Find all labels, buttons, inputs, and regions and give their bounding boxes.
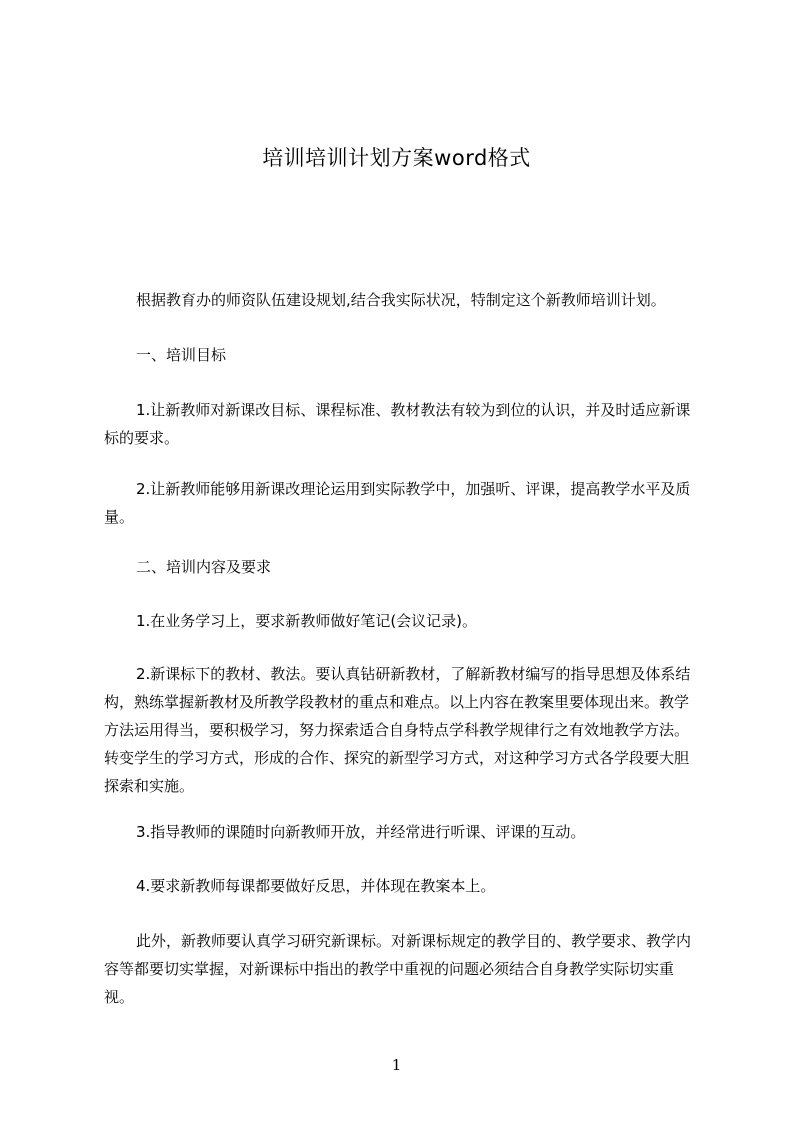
section-heading-training-goals: 一、培训目标 [136, 346, 227, 364]
goal-item-1: 1.让新教师对新课改目标、课程标准、教材教法有较为到位的认识，并及时适应新课标的要求。 [104, 401, 691, 447]
document-title: 培训培训计划方案word格式 [262, 146, 531, 170]
section-heading-content-requirements: 二、培训内容及要求 [136, 558, 272, 576]
requirement-item-4: 4.要求新教师每课都要做好反思，并体现在教案本上。 [136, 877, 496, 895]
requirement-item-2: 2.新课标下的教材、教法。要认真钻研新教材，了解新教材编写的指导思想及体系结构，熟练掌握新教材及所教学段教材的重点和难点。以上内容在教案里要体现出来。教学方法运用得当，要积极学习，努力探索适合自身特点学科教学规律行之有效地教学方法。转变学生的学习方式，形成的合作、探究的新型学习方式，对这种学习方式各学段要大胆探索和实施。 [104, 665, 691, 795]
page-number: 1 [391, 1056, 402, 1074]
requirement-item-3: 3.指导教师的课随时向新教师开放，并经常进行听课、评课的互动。 [136, 823, 586, 841]
closing-paragraph: 此外，新教师要认真学习研究新课标。对新课标规定的教学目的、教学要求、教学内容等都要切实掌握，对新课标中指出的教学中重视的问题必须结合自身教学实际切实重视。 [104, 932, 692, 1006]
intro-paragraph: 根据教育办的师资队伍建设规划,结合我实际状况，特制定这个新教师培训计划。 [136, 291, 666, 309]
goal-item-2: 2.让新教师能够用新课改理论运用到实际教学中，加强听、评课，提高教学水平及质量。 [104, 480, 691, 526]
requirement-item-1: 1.在业务学习上，要求新教师做好笔记(会议记录)。 [136, 612, 478, 630]
